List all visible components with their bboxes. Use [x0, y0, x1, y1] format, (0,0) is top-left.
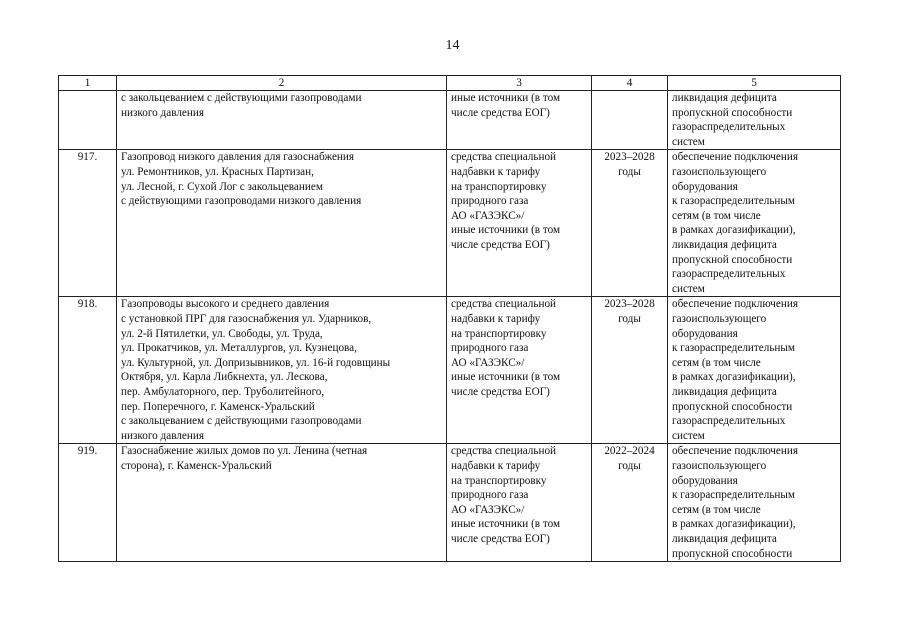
object-description: Газоснабжение жилых домов по ул. Ленина (четная сторона), г. Каменск-Уральский: [117, 444, 447, 562]
object-description: Газопроводы высокого и среднего давления с установкой ПРГ для газоснабжения ул. Ударников, ул. 2-й Пятилетки, ул. Свободы, ул. Труда, ул. Прокатчиков, ул. Металлургов, ул. Кузнецова, ул. Культурной, ул. Допризывников, ул. 16-й годовщины Октября, ул. Карла Либкнехта, ул. Лескова, пер. Амбулаторного, пер. Труболитейного, пер. Поперечного, г. Каменск-Уральский с закольцеванием с действующими газопроводами низкого давления: [117, 297, 447, 444]
funding-source: средства специальной надбавки к тарифу на транспортировку природного газа АО «ГАЗЭКС»/ иные источники (в том числе средства ЕОГ): [447, 150, 592, 297]
column-header-3: 3: [447, 76, 592, 91]
table-row: [59, 444, 841, 562]
implementation-period: [592, 91, 668, 150]
purpose: обеспечение подключения газоиспользующего оборудования к газораспределительным сетям (в том числе в рамках догазификации), ликвидация дефицита пропускной способности газораспределительных систем: [668, 297, 841, 444]
column-header-4: 4: [592, 76, 668, 91]
purpose: ликвидация дефицита пропускной способности газораспределительных систем: [668, 91, 841, 150]
row-number: 917.: [59, 150, 117, 297]
purpose: обеспечение подключения газоиспользующего оборудования к газораспределительным сетям (в том числе в рамках догазификации), ликвидация дефицита пропускной способности: [668, 444, 841, 562]
row-number: 919.: [59, 444, 117, 562]
table-row: [59, 297, 841, 444]
column-header-1: 1: [59, 76, 117, 91]
projects-table: [58, 75, 841, 562]
table-row: [59, 91, 841, 150]
funding-source: средства специальной надбавки к тарифу на транспортировку природного газа АО «ГАЗЭКС»/ иные источники (в том числе средства ЕОГ): [447, 297, 592, 444]
funding-source: средства специальной надбавки к тарифу на транспортировку природного газа АО «ГАЗЭКС»/ иные источники (в том числе средства ЕОГ): [447, 444, 592, 562]
column-header-5: 5: [668, 76, 841, 91]
implementation-period: 2023–2028 годы: [592, 150, 668, 297]
funding-source: иные источники (в том числе средства ЕОГ): [447, 91, 592, 150]
column-header-2: 2: [117, 76, 447, 91]
implementation-period: 2023–2028 годы: [592, 297, 668, 444]
page-number: 14: [445, 38, 460, 53]
row-number: [59, 91, 117, 150]
object-description: с закольцеванием с действующими газопроводами низкого давления: [117, 91, 447, 150]
table-header-row: [59, 76, 841, 91]
row-number: 918.: [59, 297, 117, 444]
table-row: [59, 150, 841, 297]
purpose: обеспечение подключения газоиспользующего оборудования к газораспределительным сетям (в том числе в рамках догазификации), ликвидация дефицита пропускной способности газораспределительных систем: [668, 150, 841, 297]
object-description: Газопровод низкого давления для газоснабжения ул. Ремонтников, ул. Красных Партизан, ул. Лесной, г. Сухой Лог с закольцеванием с действующими газопроводами низкого давления: [117, 150, 447, 297]
implementation-period: 2022–2024 годы: [592, 444, 668, 562]
